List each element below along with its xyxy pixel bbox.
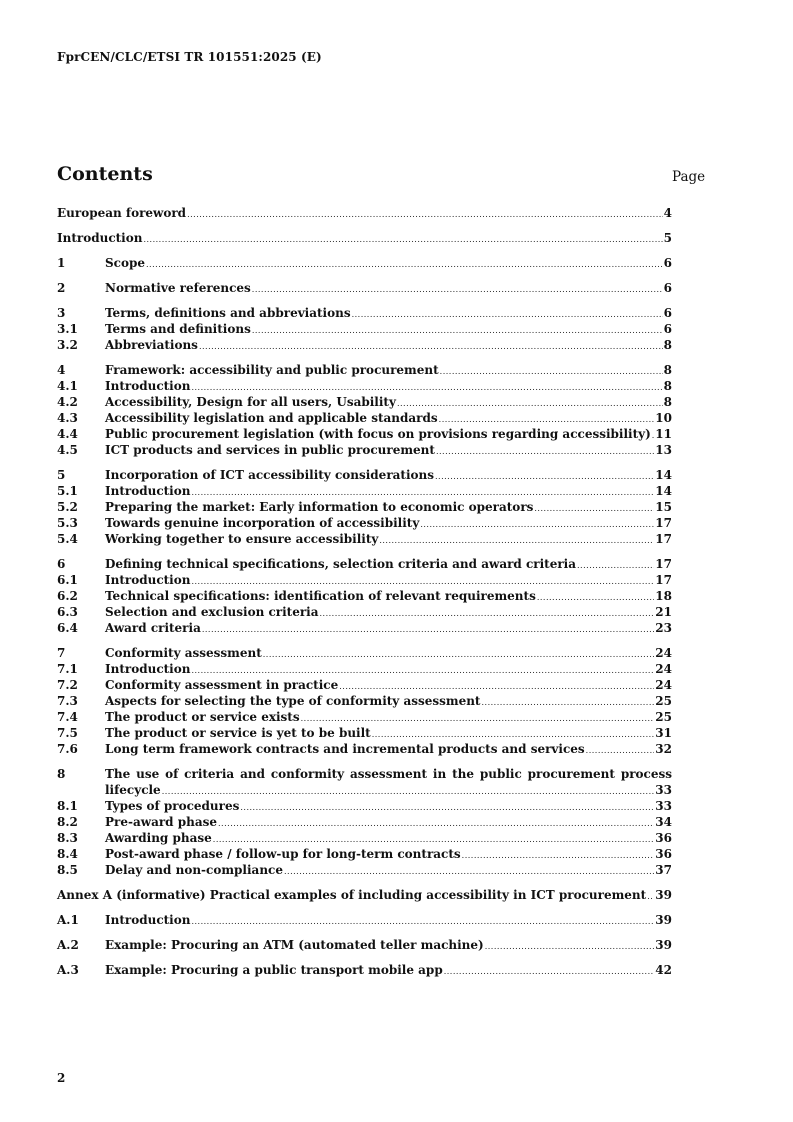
table-of-contents [57,205,672,987]
toc-entry[interactable] [57,515,672,531]
toc-group [57,645,672,757]
toc-entry-page: 25 [655,694,672,708]
toc-entry-number: 8.5 [57,863,78,877]
toc-entry-page: 11 [655,427,672,441]
toc-entry-page: 39 [655,913,672,927]
toc-entry-page: 6 [663,281,672,295]
toc-entry-title: Incorporation of ICT accessibility considerations [105,468,434,482]
toc-entry-multiline[interactable] [57,766,672,798]
toc-entry[interactable] [57,483,672,499]
toc-entry-title: Conformity assessment in practice [105,678,339,692]
toc-leader-dots [143,230,662,248]
toc-entry-page: 42 [655,963,672,977]
toc-entry-number: 5.4 [57,532,78,546]
toc-entry-title: The product or service is yet to be built [105,726,371,740]
toc-entry-title: Introduction [105,379,191,393]
toc-group [57,305,672,353]
toc-entry-title: Normative references [105,281,251,295]
toc-entry-page: 6 [663,256,672,270]
toc-entry-title: Delay and non-compliance [105,863,283,877]
toc-entry-page: 17 [655,557,672,571]
toc-entry-number: 4.4 [57,427,78,441]
toc-entry[interactable] [57,321,672,337]
toc-entry[interactable] [57,661,672,677]
toc-group [57,937,672,953]
toc-entry[interactable] [57,798,672,814]
toc-entry-title: Public procurement legislation (with focus on provisions regarding accessibility) [105,427,651,441]
toc-entry[interactable] [57,645,672,661]
toc-entry-page: 32 [655,742,672,756]
toc-entry-page: 6 [663,322,672,336]
toc-entry-number: 5 [57,468,66,482]
toc-leader-dots [436,442,654,460]
toc-entry-number: 3 [57,306,66,320]
toc-entry[interactable] [57,962,672,978]
toc-entry[interactable] [57,410,672,426]
toc-entry-page: 14 [655,468,672,482]
toc-entry-title: Terms, definitions and abbreviations [105,306,351,320]
toc-entry-number: 4.3 [57,411,78,425]
toc-entry-number: 8 [57,767,66,781]
toc-entry-page: 17 [655,532,672,546]
toc-entry-number: 4.5 [57,443,78,457]
toc-entry[interactable] [57,588,672,604]
toc-leader-dots [485,937,655,955]
toc-entry[interactable] [57,531,672,547]
toc-entry-page: 34 [655,815,672,829]
toc-entry[interactable] [57,912,672,928]
toc-entry[interactable] [57,255,672,271]
toc-entry[interactable] [57,887,672,903]
toc-entry-number: 6.2 [57,589,78,603]
toc-entry-title: Introduction [105,484,191,498]
toc-entry-page: 4 [663,206,672,220]
toc-entry-number: 7.3 [57,694,78,708]
toc-entry-title: Award criteria [105,621,201,635]
toc-entry-page: 24 [655,646,672,660]
toc-group [57,280,672,296]
toc-entry-number: 7.1 [57,662,78,676]
toc-entry[interactable] [57,499,672,515]
toc-entry[interactable] [57,741,672,757]
contents-title: Contents [57,163,153,185]
toc-entry-title: Aspects for selecting the type of conformity assessment [105,694,481,708]
toc-entry-page: 15 [655,500,672,514]
page-number: 2 [57,1071,66,1085]
toc-entry[interactable] [57,205,672,221]
toc-entry-page: 17 [655,516,672,530]
toc-entry-title: Long term framework contracts and incremental products and services [105,742,585,756]
toc-entry-title: Towards genuine incorporation of accessibility [105,516,420,530]
toc-entry-title: ICT products and services in public procurement [105,443,435,457]
toc-entry[interactable] [57,846,672,862]
toc-entry-number: A.2 [57,938,79,952]
toc-entry-title: Working together to ensure accessibility [105,532,379,546]
toc-group [57,912,672,928]
toc-group [57,962,672,978]
toc-entry-title: Terms and definitions [105,322,251,336]
toc-entry-title: Conformity assessment [105,646,262,660]
toc-entry-title: Technical specifications: identification of relevant requirements [105,589,536,603]
toc-group [57,887,672,903]
toc-entry-title: The use of criteria and conformity assessment in the public procurement process [105,767,672,781]
toc-leader-dots [202,620,654,638]
toc-leader-dots [191,912,654,930]
toc-entry-page: 39 [655,938,672,952]
toc-entry[interactable] [57,442,672,458]
toc-entry-title: Scope [105,256,146,270]
toc-entry-title: Framework: accessibility and public procurement [105,363,439,377]
toc-entry-page: 14 [655,484,672,498]
toc-entry-number: 7.4 [57,710,78,724]
toc-entry-title: Example: Procuring a public transport mobile app [105,963,443,977]
toc-entry-page: 5 [663,231,672,245]
toc-entry-page: 33 [655,799,672,813]
toc-entry-title: Defining technical specifications, selection criteria and award criteria [105,557,577,571]
toc-entry-number: 7.5 [57,726,78,740]
toc-entry-page: 24 [655,678,672,692]
toc-entry[interactable] [57,305,672,321]
toc-entry-number: 4 [57,363,66,377]
toc-entry[interactable] [57,677,672,693]
toc-entry-page: 23 [655,621,672,635]
toc-entry-title: European foreword [57,206,187,220]
toc-entry-page: 39 [655,888,672,902]
toc-entry-page: 21 [655,605,672,619]
toc-entry-title: Introduction [105,913,191,927]
toc-entry-number: 8.3 [57,831,78,845]
toc-entry-title: Types of procedures [105,799,240,813]
toc-entry-title: Awarding phase [105,831,212,845]
toc-entry-number: 8.1 [57,799,78,813]
toc-entry-title: Post-award phase / follow-up for long-term contracts [105,847,461,861]
toc-entry-title: Pre-award phase [105,815,218,829]
toc-entry[interactable] [57,230,672,246]
toc-entry[interactable] [57,394,672,410]
toc-entry[interactable] [57,862,672,878]
toc-entry-page: 10 [655,411,672,425]
toc-entry[interactable] [57,693,672,709]
page-column-label: Page [672,169,706,185]
toc-entry-number: 8.4 [57,847,78,861]
toc-entry-number: 6.1 [57,573,78,587]
toc-entry-page: 18 [655,589,672,603]
toc-entry-number: 8.2 [57,815,78,829]
toc-entry-number: 7.2 [57,678,78,692]
toc-group [57,556,672,636]
toc-group [57,362,672,458]
toc-entry-page: 6 [663,306,672,320]
toc-entry-number: 6.3 [57,605,78,619]
toc-entry-title: Example: Procuring an ATM (automated teller machine) [105,938,484,952]
toc-leader-dots [252,280,663,298]
toc-entry[interactable] [57,830,672,846]
toc-entry-page: 8 [663,338,672,352]
toc-entry-page: 31 [655,726,672,740]
toc-entry-page: 17 [655,573,672,587]
toc-entry-page: 33 [655,783,672,797]
toc-leader-dots [379,531,654,549]
toc-leader-dots [444,962,655,980]
toc-entry-title: Annex A (informative) Practical examples of including accessibility in ICT procurement [57,888,647,902]
toc-entry-page: 36 [655,831,672,845]
toc-entry-number: A.3 [57,963,79,977]
toc-entry[interactable] [57,378,672,394]
toc-entry-title: Accessibility legislation and applicable standards [105,411,438,425]
toc-entry-number: 5.3 [57,516,78,530]
toc-entry-page: 25 [655,710,672,724]
toc-entry-number: 7 [57,646,66,660]
toc-entry[interactable] [57,362,672,378]
toc-entry-number: A.1 [57,913,79,927]
toc-group [57,467,672,547]
toc-entry-number: 4.2 [57,395,78,409]
toc-leader-dots [284,862,654,880]
toc-entry[interactable] [57,337,672,353]
toc-entry-number: 5.1 [57,484,78,498]
toc-group [57,205,672,221]
toc-entry-number: 5.2 [57,500,78,514]
toc-entry-title: Preparing the market: Early information to economic operators [105,500,534,514]
toc-group [57,255,672,271]
toc-entry-page: 8 [663,379,672,393]
toc-leader-dots [586,741,655,759]
document-header: FprCEN/CLC/ETSI TR 101551:2025 (E) [57,50,322,64]
toc-entry[interactable] [57,426,672,442]
toc-entry-page: 8 [663,395,672,409]
toc-entry-number: 4.1 [57,379,78,393]
toc-entry-number: 2 [57,281,66,295]
toc-entry[interactable] [57,620,672,636]
toc-entry-number: 1 [57,256,66,270]
toc-group [57,766,672,878]
toc-group [57,230,672,246]
toc-entry-title-continued: lifecycle [105,783,161,797]
toc-entry-title: Introduction [105,662,191,676]
toc-entry-number: 3.2 [57,338,78,352]
toc-entry-title: Abbreviations [105,338,198,352]
toc-leader-dots [647,887,654,905]
toc-entry-page: 24 [655,662,672,676]
toc-entry-title: Introduction [57,231,143,245]
toc-entry[interactable] [57,709,672,725]
toc-entry[interactable] [57,725,672,741]
toc-entry-number: 3.1 [57,322,78,336]
toc-leader-dots [187,205,663,223]
toc-entry-title: Accessibility, Design for all users, Usability [105,395,396,409]
toc-entry-title: Introduction [105,573,191,587]
toc-leader-dots [146,255,663,273]
toc-entry[interactable] [57,937,672,953]
toc-entry-page: 36 [655,847,672,861]
toc-entry[interactable] [57,556,672,572]
toc-entry[interactable] [57,467,672,483]
toc-entry-title: Selection and exclusion criteria [105,605,319,619]
toc-entry[interactable] [57,604,672,620]
toc-entry-number: 6 [57,557,66,571]
toc-entry[interactable] [57,572,672,588]
toc-entry-page: 37 [655,863,672,877]
toc-entry-page: 13 [655,443,672,457]
toc-entry-title: The product or service exists [105,710,300,724]
toc-entry[interactable] [57,814,672,830]
toc-leader-dots [199,337,663,355]
toc-entry-number: 6.4 [57,621,78,635]
toc-entry[interactable] [57,280,672,296]
toc-entry-page: 8 [663,363,672,377]
toc-entry-number: 7.6 [57,742,78,756]
